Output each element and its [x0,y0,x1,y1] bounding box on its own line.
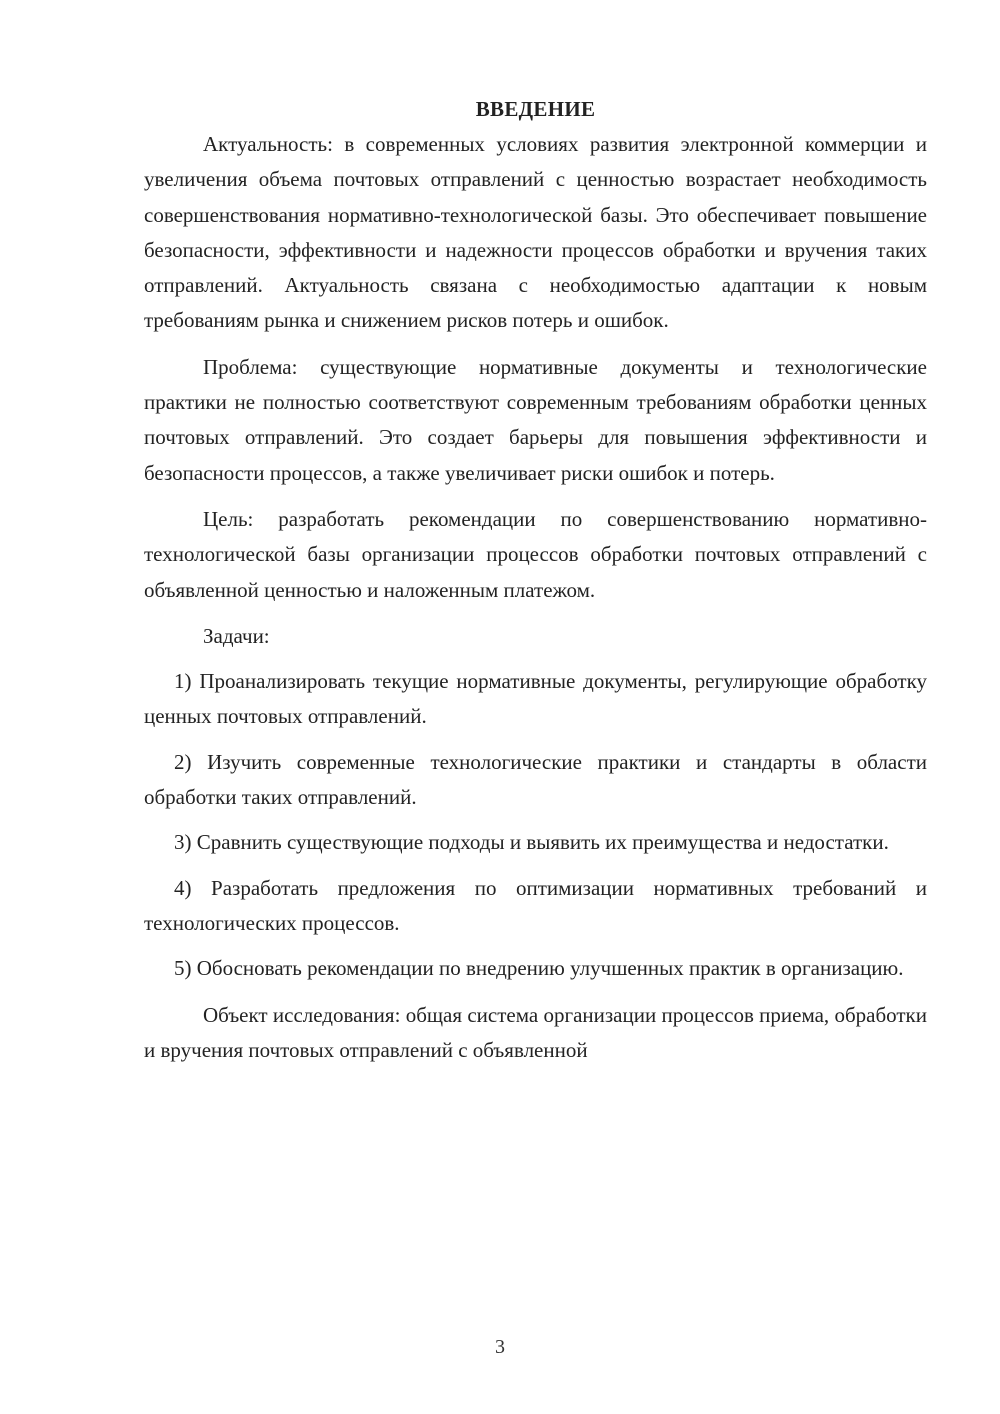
paragraph-object: Объект исследования: общая система организации процессов приема, обработки и вручения почтовых отправлений с объявленной [144,1002,927,1062]
task-item-1: 1) Проанализировать текущие нормативные документы, регулирующие обработку ценных почтовых отправлений. [144,669,927,729]
paragraph-goal: Цель: разработать рекомендации по совершенствованию нормативно-технологической базы организации процессов обработки почтовых отправлений с объявленной ценностью и наложенным платежом. [144,506,927,602]
task-item-3: 3) Сравнить существующие подходы и выявить их преимущества и недостатки. [174,830,889,855]
paragraph-problem: Проблема: существующие нормативные документы и технологические практики не полностью соответствуют современным требованиям обработки ценных почтовых отправлений. Это создает барьеры для повышения эффективности и безопасности процессов, а также увеличивает риски ошибок и потерь. [144,354,927,485]
task-item-5: 5) Обосновать рекомендации по внедрению улучшенных практик в организацию. [174,956,904,981]
paragraph-relevance: Актуальность: в современных условиях развития электронной коммерции и увеличения объема почтовых отправлений с ценностью возрастает необходимость совершенствования нормативно-технологической базы. Это обеспечивает повышение безопасности, эффективности и надежности процессов обработки и вручения таких отправлений. Актуальность связана с необходимостью адаптации к новым требованиям рынка и снижением рисков потерь и ошибок. [144,132,927,333]
page-number: 3 [495,1336,505,1358]
task-item-4: 4) Разработать предложения по оптимизации нормативных требований и технологических процессов. [144,875,927,935]
tasks-heading: Задачи: [203,623,270,648]
section-title: ВВЕДЕНИЕ [475,97,596,121]
page-content [144,92,927,1068]
task-item-2: 2) Изучить современные технологические практики и стандарты в области обработки таких отправлений. [144,749,927,810]
